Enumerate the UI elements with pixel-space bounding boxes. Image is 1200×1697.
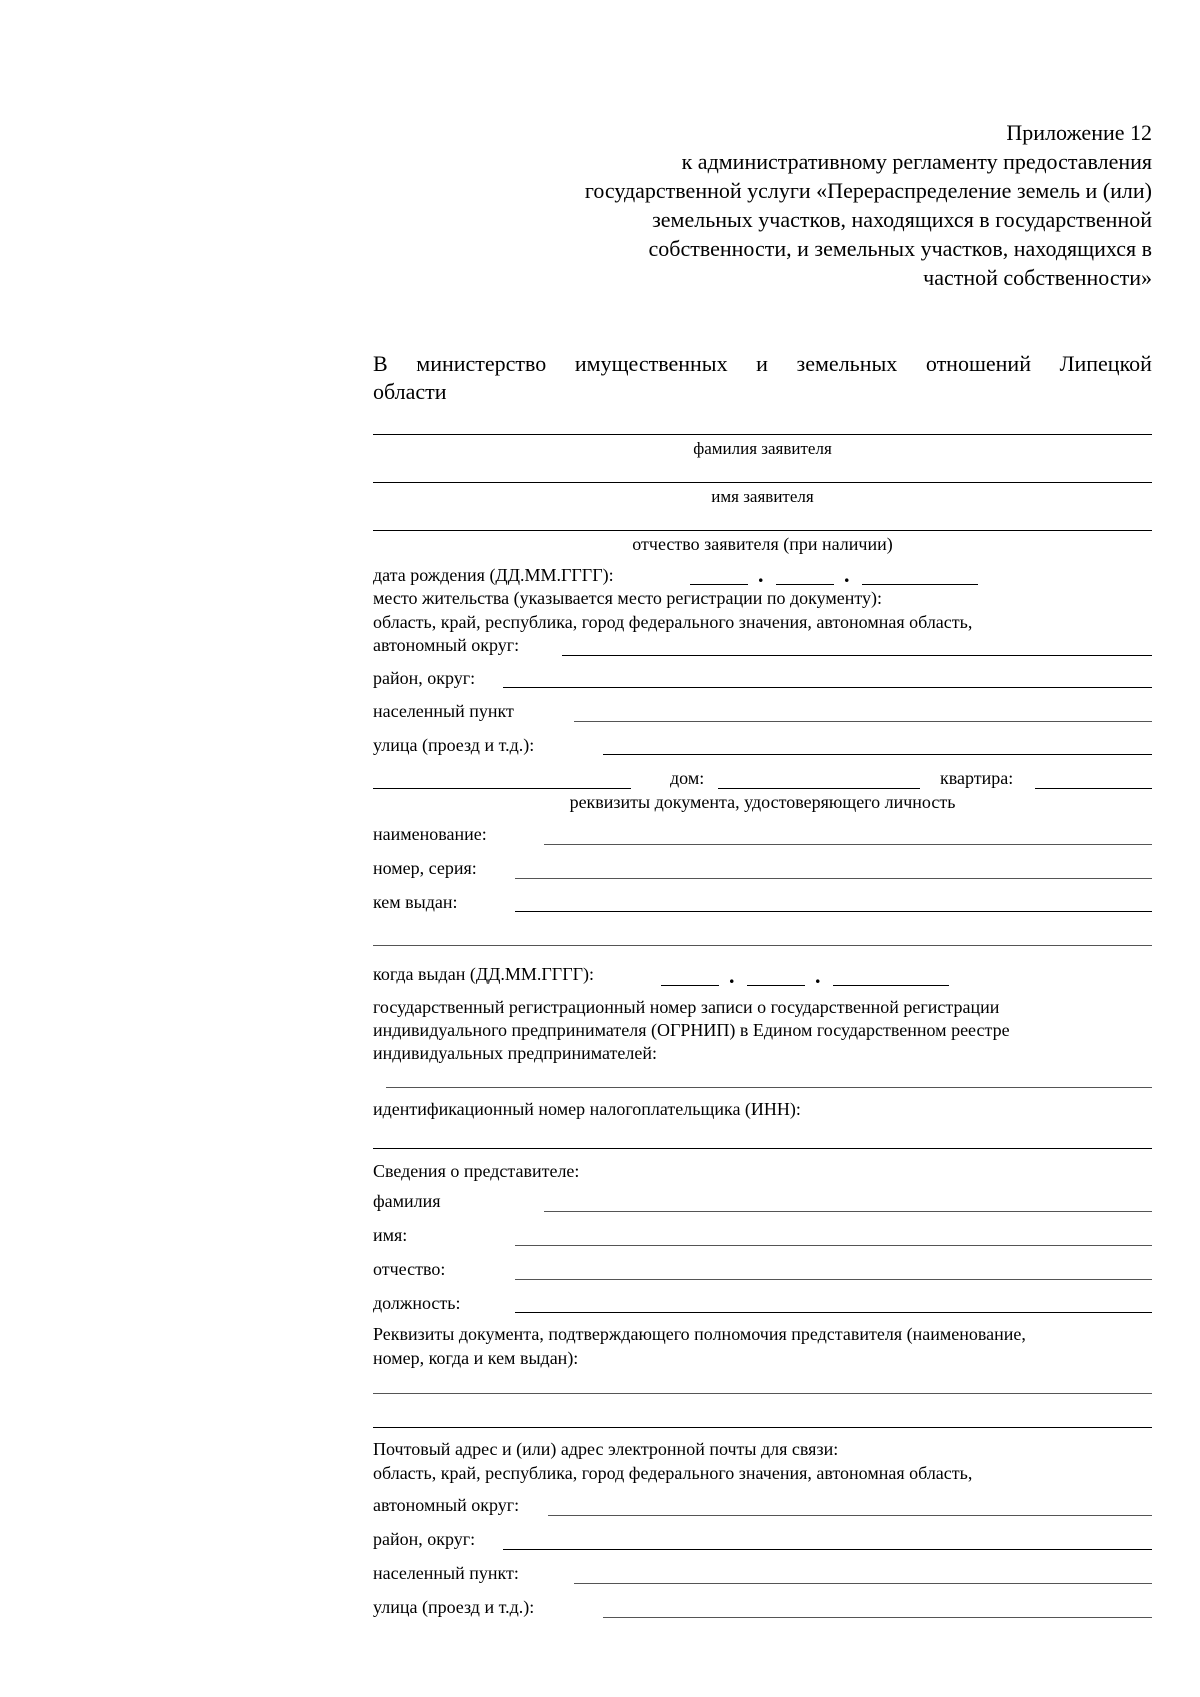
document-name-label: наименование: (373, 824, 487, 844)
appendix-line: частной собственности» (923, 265, 1152, 290)
rep-position-label: должность: (373, 1293, 461, 1313)
birth-day-field[interactable] (690, 584, 748, 585)
street-continuation-field[interactable] (373, 788, 631, 789)
settlement-label: населенный пункт (373, 701, 514, 721)
date-separator: . (729, 963, 735, 988)
contact-street-field[interactable] (603, 1617, 1152, 1618)
contact-district-label: район, округ: (373, 1529, 476, 1549)
region-field[interactable] (562, 655, 1152, 656)
addressee (373, 350, 1152, 406)
region-label-line1: область, край, республика, город федерального значения, автономная область, (373, 612, 973, 632)
appendix-line: к административному регламенту предоставления (681, 149, 1152, 174)
authority-doc-continuation-field[interactable] (373, 1427, 1152, 1428)
rep-name-label: имя: (373, 1225, 408, 1245)
rep-name-field[interactable] (515, 1245, 1152, 1246)
settlement-field[interactable] (574, 721, 1152, 722)
inn-field[interactable] (373, 1148, 1152, 1149)
authority-doc-field[interactable] (373, 1393, 1152, 1394)
issued-by-label: кем выдан: (373, 892, 458, 912)
date-separator: . (844, 562, 850, 587)
name-caption: имя заявителя (711, 487, 814, 506)
district-field[interactable] (503, 687, 1152, 688)
apartment-label: квартира: (940, 768, 1014, 788)
issued-by-continuation-field[interactable] (373, 945, 1152, 946)
rep-surname-field[interactable] (544, 1211, 1152, 1212)
rep-position-field[interactable] (515, 1312, 1152, 1313)
patronymic-caption: отчество заявителя (при наличии) (632, 534, 893, 554)
contact-settlement-label: населенный пункт: (373, 1563, 519, 1583)
authority-doc-label-line1: Реквизиты документа, подтверждающего полномочия представителя (наименование, (373, 1324, 1026, 1344)
birth-date-label: дата рождения (ДД.ММ.ГГГГ): (373, 565, 614, 585)
name-field[interactable] (373, 482, 1152, 483)
district-label: район, округ: (373, 668, 476, 688)
rep-patronymic-field[interactable] (515, 1279, 1152, 1280)
date-separator: . (815, 963, 821, 988)
representative-title: Сведения о представителе: (373, 1161, 580, 1181)
house-label: дом: (670, 768, 705, 788)
appendix-line: собственности, и земельных участков, находящихся в (648, 236, 1152, 261)
document-number-label: номер, серия: (373, 858, 477, 878)
contact-district-field[interactable] (503, 1549, 1152, 1550)
issued-date-label: когда выдан (ДД.ММ.ГГГГ): (373, 964, 595, 984)
addressee-line-1: В министерство имущественных и земельных отношений Липецкой (373, 351, 1152, 376)
street-field[interactable] (603, 754, 1152, 755)
apartment-field[interactable] (1035, 788, 1152, 789)
surname-field[interactable] (373, 434, 1152, 435)
patronymic-field[interactable] (373, 530, 1152, 531)
inn-label: идентификационный номер налогоплательщика (ИНН): (373, 1099, 801, 1119)
addressee-line-2: области (373, 379, 447, 404)
ogrnip-field[interactable] (386, 1087, 1152, 1088)
rep-surname-label: фамилия (373, 1191, 441, 1211)
appendix-title: Приложение 12 (1006, 120, 1152, 145)
issued-month-field[interactable] (747, 985, 805, 986)
identity-document-caption: реквизиты документа, удостоверяющего личность (569, 792, 956, 812)
issued-day-field[interactable] (661, 985, 719, 986)
rep-patronymic-label: отчество: (373, 1259, 446, 1279)
region-label-line2: автономный округ: (373, 635, 520, 655)
appendix-line: земельных участков, находящихся в государственной (652, 207, 1152, 232)
contact-street-label: улица (проезд и т.д.): (373, 1597, 535, 1617)
contact-settlement-field[interactable] (574, 1583, 1152, 1584)
contact-region-label-line1: область, край, республика, город федерального значения, автономная область, (373, 1463, 973, 1483)
contact-title: Почтовый адрес и (или) адрес электронной почты для связи: (373, 1439, 839, 1459)
ogrnip-label: государственный регистрационный номер записи о государственной регистрации индивидуального предпринимателя (ОГРНИП) в Едином государственном реестре индивидуальных предпринимателей: (373, 997, 1010, 1063)
date-separator: . (758, 562, 764, 587)
house-field[interactable] (718, 788, 920, 789)
surname-caption: фамилия заявителя (693, 439, 832, 458)
document-number-field[interactable] (515, 878, 1152, 879)
issued-year-field[interactable] (833, 985, 949, 986)
appendix-line: государственной услуги «Перераспределение земель и (или) (584, 178, 1152, 203)
birth-month-field[interactable] (776, 584, 834, 585)
street-label: улица (проезд и т.д.): (373, 735, 535, 755)
residence-label: место жительства (указывается место регистрации по документу): (373, 588, 883, 608)
issued-by-field[interactable] (515, 911, 1152, 912)
birth-year-field[interactable] (862, 584, 978, 585)
contact-region-field[interactable] (548, 1515, 1152, 1516)
authority-doc-label-line2: номер, когда и кем выдан): (373, 1348, 579, 1368)
document-name-field[interactable] (544, 844, 1152, 845)
appendix-header (452, 118, 1152, 292)
contact-region-label-line2: автономный округ: (373, 1495, 520, 1515)
